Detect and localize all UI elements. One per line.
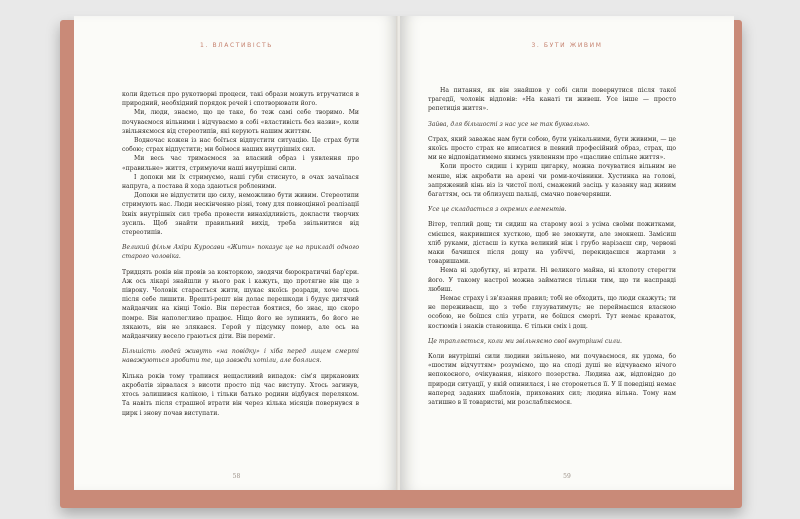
- right-page-number: 59: [563, 473, 571, 480]
- paragraph: Вітер, теплий дощ; ти сидиш на старому возі з усіма своїми пожитками, смієшся, накрившися хусткою, щоб не змокнути, але змокнеш. Замісиш хліб руками, дістаєш із кутка великий ніж і грубо нарізаєш сир, червоні маки бачишся після дощу на узбіччі, перекидаєшся жартами з товаришами.: [428, 221, 676, 266]
- paragraph: Нема ні здобутку, ні втрати. Ні великого майна, ні клопоту стерегти його. У такому настрої можна займатися тільки тим, що ти насправді любиш.: [428, 267, 676, 293]
- paragraph: Немає страху і зв'язання правил; тобі не обходить, що люди скажуть; ти не переживаєш, що з тебе глузуватимуть; не переймаєшся власною особою, не боїшся сліз утрати, не боїшся смерті. Тут немає краваток, костюмів і знаків становища. Є тільки сміх і дощ.: [428, 295, 676, 330]
- left-page-body: [122, 90, 359, 450]
- paragraph: коли йдеться про рукотворні процеси, такі образи можуть втручатися в природний, необхідний порядок речей і спотворювати його.: [122, 91, 359, 108]
- paragraph: Більшість людей живуть «на повідку» і хіба перед лицем смерті наважуються зробити те, що завжди хотіли, але боялися.: [122, 348, 359, 365]
- paragraph: Допоки не відпустити цю силу, неможливо бути живим. Стереотипи стримують нас. Люди нескінченно різні, тому для повноцінної реалізації їхніх внутрішніх сил треба провести винахідливість, докласти творчих зусиль. Щоб знайти правильний вихід, треба звільнитися від стереотипів.: [122, 192, 359, 237]
- left-running-head: 1. ВЛАСТИВІСТЬ: [200, 42, 273, 49]
- paragraph: Це трапляється, коли ми звільняємо свої внутрішні сили.: [428, 337, 622, 345]
- right-page: [400, 16, 734, 490]
- paragraph: Водночас кожен із нас боїться відпустити ситуацію. Це страх бути собою; страх відпустити; ми боїмося наших внутрішніх сил.: [122, 137, 359, 154]
- left-page: [74, 16, 399, 490]
- left-page-number: 58: [232, 473, 241, 480]
- paragraph: Ми, люди, знаємо, що це таке, бо теж самі себе творимо. Ми почуваємося вільними і відчуваємо в собі «властивість без назви», коли звільняємося від стереотипів, які керують нашим життям.: [122, 109, 359, 135]
- paragraph: Кілька років тому трапився нещасливий випадок: сім'я цирканових акробатів зірвалася з висоти просто під час виступу. Хтось загинув, хтось залишився калікою, і тільки батько родини відбувся переляком. Та навіть після страшної втрати він через кілька місяців повернувся в цирк і знову почав виступати.: [122, 372, 359, 417]
- paragraph: Великий фільм Акіри Куросави «Жити» показує це на прикладі одного старого чоловіка.: [122, 244, 359, 261]
- right-running-head: 3. БУТИ ЖИВИМ: [531, 42, 603, 49]
- right-page-body: [428, 86, 676, 450]
- paragraph: Ми весь час тримаємося за власний образ і уявлення про «правильне» життя, стримуючи наші внутрішні сили.: [122, 155, 359, 172]
- paragraph: На питання, як він знайшов у собі сили повернутися після такої трагедії, чоловік відповів: «На канаті ти живеш. Усе інше — просто репетиція життя».: [428, 87, 676, 113]
- paragraph: Тридцять років він провів за конторкою, зводячи бюрократичні бар'єри. Аж ось лікарі знайшли у нього рак і кажуть, що протягне він ще з півроку. Чоловік старається жити, шукає якоїсь розради, хоче щось після себе лишити. Врешті-решт він долає перешкоди і будує дитячий майданчик на кінці Токіо. Він перестав боятися, бо знає, що скоро помре. Він наполегливо працює. Ніщо його не зупинить, бо його не лякають, він не злякався. Герой у підсумку помер, але ось на майданчику весело граються діти. Він переміг.: [122, 268, 359, 341]
- paragraph: Усе це складається з окремих елементів.: [428, 206, 567, 214]
- paragraph: Коли внутрішні сили людини звільнено, ми почуваємося, як удома, бо «шостим відчуттям» розуміємо, що на споді душі не відчуваємо нічого непокоєного, очікування, ніякого позерства. Людина аж, відповідно до природи ситуації, у якій опинилася, і не сторонеться її. У її поведінці немає наперед заданих шаблонів, прихованих сил; людина вільна. Тому нам затишно в її товаристві, ми розслабляємося.: [428, 353, 676, 407]
- paragraph: Зайва, для більшості з нас усе не так буквально.: [428, 120, 590, 128]
- paragraph: Страх, який заважає нам бути собою, бути унікальними, бути живими, — це якоїсь просто страх не вписатися в певний професійний образ, страх, що ми не відповідатимемо якимсь уявленням про «щасливе спільне життя».: [428, 135, 676, 162]
- paragraph: Коли просто сидиш і куриш цигарку, можна почуватися вільним не менше, ніж акробати на арені чи роми-кочівники. Хустинка на голові, запряжений кінь віз із чистої полі, смажений засіць у казанку над живим багаттям, ось ти облизуєш пальці, смачно повечерявши.: [428, 163, 676, 199]
- paragraph: І допоки ми їх стримуємо, наші губи стиснуто, в очах зачаїлася напруга, а постава й хода здаються робленими.: [122, 173, 359, 191]
